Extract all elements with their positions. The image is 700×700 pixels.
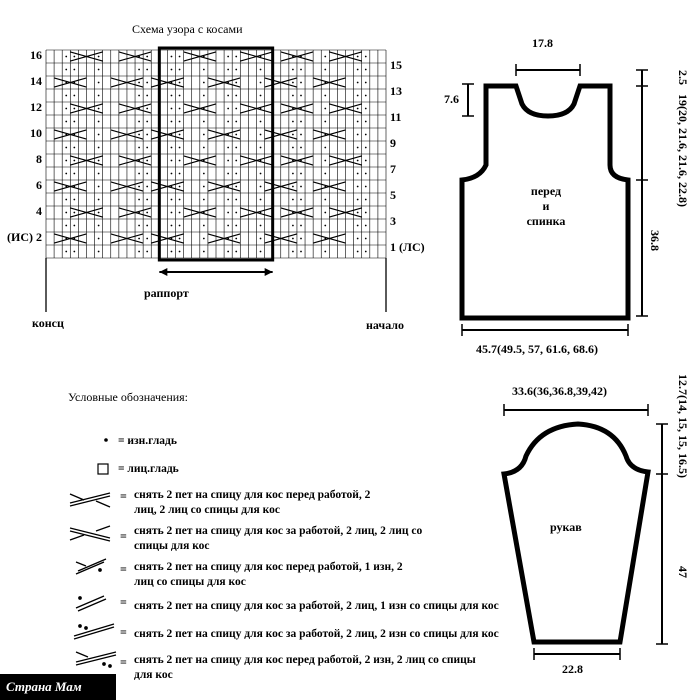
legend-item-text: снять 2 пет на спицу для кос перед работой, 1 изн, 2 лиц со спицы для кос xyxy=(134,561,403,588)
side-label: 36.8 xyxy=(648,230,662,251)
sleeve-label: рукав xyxy=(550,520,582,534)
legend-item-text: снять 2 пет на спицу для кос за работой, 2 лиц, 2 изн со спицы для кос xyxy=(134,628,499,640)
depth-top-label: 2.5 xyxy=(676,70,690,85)
row-label-left: 12 xyxy=(30,100,42,114)
row-label-left: 16 xyxy=(30,48,42,62)
square-symbol xyxy=(98,464,108,474)
row-label-right: 13 xyxy=(390,84,402,98)
svg-text:=: = xyxy=(120,529,127,543)
row-label-right: 15 xyxy=(390,58,402,72)
repeat-label: раппорт xyxy=(144,286,189,300)
row-label-left: 4 xyxy=(36,204,42,218)
legend-item-text: снять 2 пет на спицу для кос за работой, 2 лиц, 1 изн со спицы для кос xyxy=(134,600,499,612)
cable-back-symbol xyxy=(70,526,110,541)
cross-back-purl-symbol xyxy=(76,596,106,611)
legend-item-text: снять 2 пет на спицу для кос перед работой, 2 лиц, 2 лиц со спицы для кос xyxy=(134,489,371,516)
row-label-left: (ИС) 2 xyxy=(7,230,42,244)
sleeve-length-label: 47 xyxy=(676,566,690,578)
sleeve-top-width-label: 33.6(36,36.8,39,42) xyxy=(512,384,607,398)
row-label-right: 7 xyxy=(390,162,396,176)
svg-text:=: = xyxy=(120,595,127,609)
body-label-line2: и xyxy=(542,199,550,213)
cuff-label: 22.8 xyxy=(562,662,583,676)
svg-text:=: = xyxy=(120,625,127,639)
cross-front-2purl-symbol xyxy=(76,652,116,667)
row-label-right: 3 xyxy=(390,214,396,228)
row-label-left: 8 xyxy=(36,152,42,166)
legend-title: Условные обозначения: xyxy=(68,390,189,404)
svg-text:=: = xyxy=(120,489,127,503)
body-width-label: 45.7(49.5, 57, 61.6, 68.6) xyxy=(476,342,598,356)
cross-front-purl-symbol xyxy=(76,559,106,574)
row-label-right: 1 (ЛС) xyxy=(390,240,425,254)
armhole-label: 19(20, 21.6, 21.6, 22.8) xyxy=(676,94,690,207)
row-label-right: 9 xyxy=(390,136,396,150)
legend-item-text: = изн.гладь xyxy=(118,435,177,447)
neck-width-label: 17.8 xyxy=(532,36,553,50)
legend-item-text: снять 2 пет на спицу для кос перед работой, 2 изн, 2 лиц со спицы для кос xyxy=(134,654,476,681)
watermark: Страна Мам xyxy=(0,674,116,700)
cable-front-symbol xyxy=(70,493,110,507)
body-label-line3: спинка xyxy=(526,214,566,228)
row-label-left: 6 xyxy=(36,178,42,192)
row-label-left: 10 xyxy=(30,126,42,140)
legend-item-text: снять 2 пет на спицу для кос за работой, 2 лиц, 2 лиц со спицы для кос xyxy=(134,525,423,552)
svg-text:=: = xyxy=(120,655,127,669)
row-label-right: 11 xyxy=(390,110,402,124)
end-label: консц xyxy=(32,316,64,330)
chart-title: Схема узора с косами xyxy=(132,22,243,36)
sleeve-cap-label: 12.7(14, 15, 15, 16.5) xyxy=(676,374,690,478)
body-label-line1: перед xyxy=(530,184,562,198)
svg-text:=: = xyxy=(120,562,127,576)
cross-back-2purl-symbol xyxy=(74,624,114,639)
start-label: начало xyxy=(366,318,405,332)
legend-item-text: = лиц.гладь xyxy=(118,463,179,475)
shoulder-label: 7.6 xyxy=(444,92,459,106)
dot-symbol xyxy=(104,438,108,442)
row-label-right: 5 xyxy=(390,188,396,202)
row-label-left: 14 xyxy=(30,74,42,88)
